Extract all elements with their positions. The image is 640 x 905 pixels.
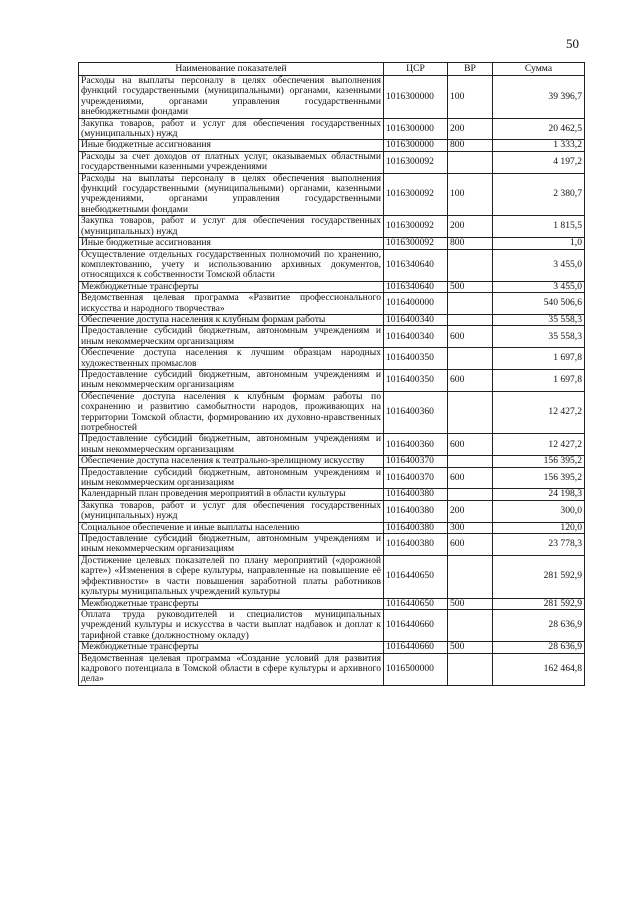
cell-csr: 1016400340 (384, 314, 448, 325)
cell-sum: 1 697,8 (493, 369, 585, 391)
cell-sum: 35 558,3 (493, 326, 585, 348)
cell-csr: 1016300000 (384, 76, 448, 119)
cell-sum: 35 558,3 (493, 314, 585, 325)
cell-csr: 1016300092 (384, 173, 448, 216)
cell-name: Межбюджетные трансферты (79, 598, 384, 609)
cell-vr: 600 (448, 369, 493, 391)
cell-name: Предоставление субсидий бюджетным, автономным учреждениям и иным некоммерческим организациям (79, 434, 384, 456)
cell-vr: 500 (448, 598, 493, 609)
cell-sum: 12 427,2 (493, 434, 585, 456)
cell-sum: 1,0 (493, 238, 585, 249)
header-csr: ЦСР (384, 63, 448, 76)
cell-name: Ведомственная целевая программа «Развитие профессионального искусства и народного творчества» (79, 293, 384, 315)
cell-vr: 600 (448, 534, 493, 556)
cell-name: Расходы на выплаты персоналу в целях обеспечения выполнения функций государственными (муниципальными) органами, казенными учреждениями, органами управления государственными внебюджетными фондами (79, 173, 384, 216)
cell-vr (448, 249, 493, 281)
table-row (79, 642, 585, 653)
cell-name: Расходы на выплаты персоналу в целях обеспечения выполнения функций государственными (муниципальными) органами, казенными учреждениями, органами управления государственными внебюджетными фондами (79, 76, 384, 119)
table-row (79, 293, 585, 315)
cell-vr (448, 653, 493, 685)
cell-sum: 1 697,8 (493, 348, 585, 370)
cell-name: Иные бюджетные ассигнования (79, 238, 384, 249)
table-row (79, 653, 585, 685)
cell-name: Осуществление отдельных государственных полномочий по хранению, комплектованию, учету и использованию архивных документов, относящихся к собственности Томской области (79, 249, 384, 281)
cell-name: Предоставление субсидий бюджетным, автономным учреждениям и иным некоммерческим организациям (79, 369, 384, 391)
cell-csr: 1016400380 (384, 522, 448, 533)
cell-vr: 100 (448, 76, 493, 119)
cell-vr (448, 391, 493, 434)
table-row (79, 434, 585, 456)
cell-sum: 3 455,0 (493, 249, 585, 281)
cell-sum: 24 198,3 (493, 489, 585, 500)
cell-csr: 1016300092 (384, 216, 448, 238)
cell-csr: 1016500000 (384, 653, 448, 685)
table-header-row (79, 63, 585, 76)
cell-sum: 156 395,2 (493, 467, 585, 489)
cell-sum: 156 395,2 (493, 456, 585, 467)
table-row (79, 326, 585, 348)
cell-vr: 800 (448, 140, 493, 151)
cell-sum: 3 455,0 (493, 281, 585, 292)
cell-csr: 1016440660 (384, 642, 448, 653)
cell-name: Предоставление субсидий бюджетным, автономным учреждениям и иным некоммерческим организациям (79, 534, 384, 556)
cell-sum: 2 380,7 (493, 173, 585, 216)
cell-sum: 12 427,2 (493, 391, 585, 434)
cell-name: Иные бюджетные ассигнования (79, 140, 384, 151)
table-row (79, 598, 585, 609)
cell-name: Закупка товаров, работ и услуг для обеспечения государственных (муниципальных) нужд (79, 118, 384, 140)
cell-csr: 1016400360 (384, 434, 448, 456)
cell-name: Календарный план проведения мероприятий в области культуры (79, 489, 384, 500)
cell-vr (448, 489, 493, 500)
cell-csr: 1016440650 (384, 555, 448, 598)
cell-vr: 800 (448, 238, 493, 249)
table-row (79, 238, 585, 249)
cell-name: Обеспечение доступа населения к лучшим образцам народных художественных промыслов (79, 348, 384, 370)
table-row (79, 249, 585, 281)
table-row (79, 348, 585, 370)
budget-table (78, 62, 585, 686)
table-row (79, 456, 585, 467)
table-row (79, 467, 585, 489)
cell-vr: 300 (448, 522, 493, 533)
cell-vr: 100 (448, 173, 493, 216)
cell-sum: 4 197,2 (493, 151, 585, 173)
cell-name: Предоставление субсидий бюджетным, автономным учреждениям и иным некоммерческим организациям (79, 467, 384, 489)
cell-vr (448, 555, 493, 598)
cell-vr: 600 (448, 467, 493, 489)
cell-sum: 20 462,5 (493, 118, 585, 140)
table-row (79, 314, 585, 325)
header-sum: Сумма (493, 63, 585, 76)
cell-sum: 120,0 (493, 522, 585, 533)
cell-csr: 1016400380 (384, 489, 448, 500)
cell-csr: 1016400380 (384, 534, 448, 556)
cell-csr: 1016340640 (384, 281, 448, 292)
cell-csr: 1016340640 (384, 249, 448, 281)
cell-name: Межбюджетные трансферты (79, 642, 384, 653)
table-row (79, 76, 585, 119)
cell-csr: 1016400000 (384, 293, 448, 315)
cell-sum: 162 464,8 (493, 653, 585, 685)
table-row (79, 609, 585, 641)
table-row (79, 489, 585, 500)
cell-vr: 600 (448, 326, 493, 348)
cell-csr: 1016400350 (384, 348, 448, 370)
table-row (79, 555, 585, 598)
table-row (79, 151, 585, 173)
cell-vr (448, 293, 493, 315)
cell-vr: 500 (448, 281, 493, 292)
cell-name: Закупка товаров, работ и услуг для обеспечения государственных (муниципальных) нужд (79, 500, 384, 522)
table-row (79, 281, 585, 292)
cell-vr: 200 (448, 216, 493, 238)
cell-sum: 300,0 (493, 500, 585, 522)
cell-name: Социальное обеспечение и иные выплаты населению (79, 522, 384, 533)
cell-name: Достижение целевых показателей по плану мероприятий («дорожной карте») «Изменения в сфере культуры, направленные на повышение её эффективности» в части повышения заработной платы работников культуры муниципальных учреждений культуры (79, 555, 384, 598)
cell-sum: 39 396,7 (493, 76, 585, 119)
cell-csr: 1016400360 (384, 391, 448, 434)
cell-csr: 1016300000 (384, 140, 448, 151)
cell-name: Обеспечение доступа населения к театрально-зрелищному искусству (79, 456, 384, 467)
cell-vr (448, 456, 493, 467)
cell-name: Предоставление субсидий бюджетным, автономным учреждениям и иным некоммерческим организациям (79, 326, 384, 348)
cell-vr: 200 (448, 500, 493, 522)
table-body (79, 76, 585, 686)
table-row (79, 173, 585, 216)
page-number: 50 (566, 36, 579, 51)
cell-csr: 1016300092 (384, 151, 448, 173)
cell-csr: 1016400370 (384, 456, 448, 467)
cell-name: Ведомственная целевая программа «Создание условий для развития кадрового потенциала в Томской области в сфере культуры и архивного дела» (79, 653, 384, 685)
cell-name: Оплата труда руководителей и специалистов муниципальных учреждений культуры и искусства в части выплат надбавок и доплат к тарифной ставке (должностному окладу) (79, 609, 384, 641)
cell-vr (448, 314, 493, 325)
cell-csr: 1016400340 (384, 326, 448, 348)
cell-csr: 1016300092 (384, 238, 448, 249)
cell-sum: 1 333,2 (493, 140, 585, 151)
cell-vr: 500 (448, 642, 493, 653)
cell-vr (448, 348, 493, 370)
table-row (79, 522, 585, 533)
cell-vr (448, 151, 493, 173)
cell-csr: 1016300000 (384, 118, 448, 140)
cell-name: Обеспечение доступа населения к клубным формам работы по сохранению и развитию самобытности народов, проживающих на территории Томской области, формированию их духовно-нравственных потребностей (79, 391, 384, 434)
cell-name: Расходы за счет доходов от платных услуг, оказываемых областными государственными казенными учреждениями (79, 151, 384, 173)
cell-vr: 600 (448, 434, 493, 456)
cell-csr: 1016440660 (384, 609, 448, 641)
cell-csr: 1016440650 (384, 598, 448, 609)
table-row (79, 534, 585, 556)
cell-name: Обеспечение доступа населения к клубным формам работы (79, 314, 384, 325)
cell-sum: 281 592,9 (493, 598, 585, 609)
cell-name: Межбюджетные трансферты (79, 281, 384, 292)
cell-sum: 23 778,3 (493, 534, 585, 556)
header-vr: ВР (448, 63, 493, 76)
cell-sum: 28 636,9 (493, 609, 585, 641)
cell-name: Закупка товаров, работ и услуг для обеспечения государственных (муниципальных) нужд (79, 216, 384, 238)
cell-sum: 281 592,9 (493, 555, 585, 598)
header-name: Наименование показателей (79, 63, 384, 76)
cell-csr: 1016400370 (384, 467, 448, 489)
cell-sum: 540 506,6 (493, 293, 585, 315)
cell-sum: 1 815,5 (493, 216, 585, 238)
cell-vr: 200 (448, 118, 493, 140)
cell-sum: 28 636,9 (493, 642, 585, 653)
table-row (79, 216, 585, 238)
cell-vr (448, 609, 493, 641)
cell-csr: 1016400350 (384, 369, 448, 391)
table-row (79, 500, 585, 522)
table-row (79, 391, 585, 434)
table-row (79, 118, 585, 140)
cell-csr: 1016400380 (384, 500, 448, 522)
table-row (79, 140, 585, 151)
table-row (79, 369, 585, 391)
